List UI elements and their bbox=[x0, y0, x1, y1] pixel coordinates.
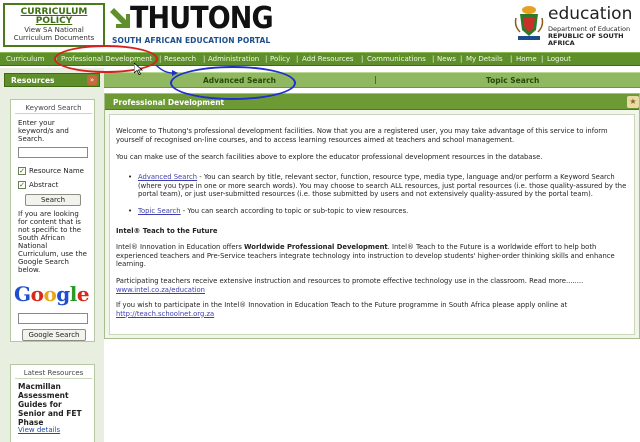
nav-item-administration[interactable]: Administration bbox=[208, 55, 260, 63]
annotation-arrow-icon bbox=[155, 62, 179, 78]
google-info-line: below. bbox=[18, 266, 41, 274]
star-icon[interactable]: ★ bbox=[627, 96, 639, 108]
nav-item-add-resources[interactable]: Add Resources bbox=[302, 55, 354, 63]
intel-p1-bold: Worldwide Professional Development bbox=[244, 243, 388, 251]
google-search-button[interactable]: Google Search bbox=[22, 329, 86, 341]
nav-separator: | bbox=[460, 55, 463, 63]
intel-p3-text: If you wish to participate in the Intel® Innovation in Education Teach to the Future programme in South Africa please apply online at bbox=[116, 301, 568, 309]
nav-item-research[interactable]: Research bbox=[164, 55, 197, 63]
latest-resource-line: Phase bbox=[18, 418, 44, 427]
thutong-logo[interactable]: THUTONG bbox=[130, 1, 273, 36]
intel-paragraph-2 bbox=[116, 277, 630, 294]
curriculum-policy-sub1: View SA National bbox=[24, 26, 84, 34]
search-intro-paragraph: You can make use of the search facilities above to explore the educator professional development resources in the database. bbox=[116, 153, 543, 161]
advanced-search-description: - You can search by title, relevant sector, function, resource type, media type, language and/or perform a Keyword Search (where you type in one or more search words). You may choose to search ALL resources, just portal resources (i.e. those quality-assured by the portal team), or just user-submitted resources (i.e. those submitted by users and not extensively quality-assured by the portal team). bbox=[138, 173, 627, 198]
google-info-line: not specific to the bbox=[18, 226, 82, 234]
keyword-instruction-line: Enter your bbox=[18, 119, 55, 127]
divider bbox=[15, 378, 92, 379]
nav-separator: | bbox=[203, 55, 206, 63]
topic-search-description: - You can search according to topic or sub-topic to view resources. bbox=[180, 207, 409, 215]
site-header bbox=[0, 0, 640, 52]
google-info-line: South African bbox=[18, 234, 65, 242]
nav-separator: | bbox=[541, 55, 544, 63]
advanced-search-bullet bbox=[128, 173, 628, 199]
resource-name-label: Resource Name bbox=[29, 167, 84, 175]
professional-development-panel bbox=[104, 93, 640, 339]
keyword-search-title: Keyword Search bbox=[25, 104, 82, 112]
intel-heading: Intel® Teach to the Future bbox=[116, 227, 218, 235]
google-info-line: for content that is bbox=[18, 218, 81, 226]
intel-p1-end: . Intel® Teach to the Future is a worldwide effort to help both experienced teachers and Pre-Service teachers integrate technology into instruction to develop students' higher-order thinking skills and enhance learning. bbox=[116, 243, 615, 268]
latest-resource-line: Senior and FET bbox=[18, 409, 82, 418]
blue-annotation-ellipse bbox=[170, 66, 296, 100]
nav-separator: | bbox=[361, 55, 364, 63]
resource-name-checkbox[interactable]: ✓ bbox=[19, 167, 25, 175]
nav-item-policy[interactable]: Policy bbox=[270, 55, 291, 63]
google-info-line: National bbox=[18, 242, 48, 250]
education-word: education bbox=[548, 4, 633, 24]
nav-item-news[interactable]: News bbox=[437, 55, 456, 63]
nav-item-professional-development[interactable]: Professional Development bbox=[61, 55, 153, 63]
republic-line: REPUBLIC OF SOUTH AFRICA bbox=[548, 32, 624, 47]
thutong-logo-subtitle: SOUTH AFRICAN EDUCATION PORTAL bbox=[112, 36, 271, 45]
schoolnet-link[interactable]: http://teach.schoolnet.org.za bbox=[116, 309, 215, 318]
keyword-search-input[interactable] bbox=[18, 147, 88, 158]
latest-resource-line: Guides for bbox=[18, 400, 62, 409]
latest-resources-box bbox=[10, 364, 95, 442]
department-line: Department of Education bbox=[548, 25, 631, 33]
panel-title: Professional Development bbox=[113, 98, 225, 107]
curriculum-policy-title[interactable]: CURRICULUM POLICY bbox=[20, 7, 88, 26]
nav-item-logout[interactable]: Logout bbox=[547, 55, 571, 63]
abstract-label: Abstract bbox=[29, 181, 59, 189]
nav-separator: | bbox=[510, 55, 513, 63]
bullet-icon: • bbox=[128, 173, 133, 181]
coat-of-arms-icon bbox=[514, 4, 544, 42]
intro-paragraph: Welcome to Thutong's professional development facilities. Now that you are a registered user, you may take advantage of this service to inform yourself of recognised on-line courses, and to access learning resources aimed at teachers and school management. bbox=[116, 127, 608, 144]
nav-separator: | bbox=[432, 55, 435, 63]
department-name bbox=[548, 26, 640, 47]
curriculum-policy-link[interactable] bbox=[3, 3, 105, 47]
topic-search-link[interactable]: Topic Search bbox=[138, 207, 181, 215]
google-search-input[interactable] bbox=[18, 313, 88, 324]
topic-search-bullet bbox=[128, 207, 628, 216]
nav-separator: | bbox=[265, 55, 268, 63]
panel-body bbox=[109, 114, 635, 335]
intel-p1-start: Intel® Innovation in Education offers bbox=[116, 243, 245, 251]
intel-paragraph-1 bbox=[116, 243, 630, 269]
view-details-link[interactable]: View details bbox=[18, 426, 61, 434]
resources-bar bbox=[4, 73, 100, 87]
search-tab-separator: | bbox=[374, 75, 377, 84]
advanced-search-tab[interactable]: Advanced Search bbox=[203, 76, 277, 85]
nav-separator: | bbox=[55, 55, 58, 63]
bullet-icon: • bbox=[128, 207, 133, 215]
nav-separator: | bbox=[296, 55, 299, 63]
google-logo: Google bbox=[14, 282, 90, 306]
latest-resources-title: Latest Resources bbox=[23, 369, 84, 377]
divider bbox=[15, 113, 92, 114]
google-info-line: If you are looking bbox=[18, 210, 79, 218]
thutong-arrow-icon bbox=[110, 8, 132, 30]
sidebar bbox=[0, 68, 104, 442]
advanced-search-link[interactable]: Advanced Search bbox=[138, 173, 198, 181]
intel-p2-text: Participating teachers receive extensive instruction and resources to promote effective technology use in the classroom. Read more........ bbox=[116, 277, 584, 285]
keyword-instruction-line: Search. bbox=[18, 135, 45, 143]
keyword-instruction-line: keyword/s and bbox=[18, 127, 69, 135]
nav-item-curriculum[interactable]: Curriculum bbox=[6, 55, 45, 63]
mouse-cursor-icon bbox=[134, 63, 144, 75]
resources-label: Resources bbox=[11, 76, 55, 85]
topic-search-tab[interactable]: Topic Search bbox=[486, 76, 540, 85]
google-info-line: Curriculum, use the bbox=[18, 250, 87, 258]
latest-resource-line: Assessment bbox=[18, 391, 69, 400]
nav-item-my-details[interactable]: My Details bbox=[466, 55, 503, 63]
nav-item-home[interactable]: Home bbox=[516, 55, 537, 63]
panel-header bbox=[105, 94, 639, 110]
intel-education-link[interactable]: www.intel.co.za/education bbox=[116, 285, 205, 294]
latest-resource-line: Macmillan bbox=[18, 382, 61, 391]
nav-item-communications[interactable]: Communications bbox=[367, 55, 426, 63]
curriculum-policy-sub2: Curriculum Documents bbox=[13, 34, 95, 42]
nav-separator: | bbox=[159, 55, 162, 63]
intel-paragraph-3 bbox=[116, 301, 630, 318]
latest-resource-item bbox=[18, 382, 94, 427]
resources-collapse-icon[interactable]: » bbox=[87, 75, 97, 85]
keyword-search-button[interactable]: Search bbox=[25, 194, 81, 206]
abstract-checkbox[interactable]: ✓ bbox=[19, 181, 25, 189]
google-info-line: Google Search bbox=[18, 258, 69, 266]
